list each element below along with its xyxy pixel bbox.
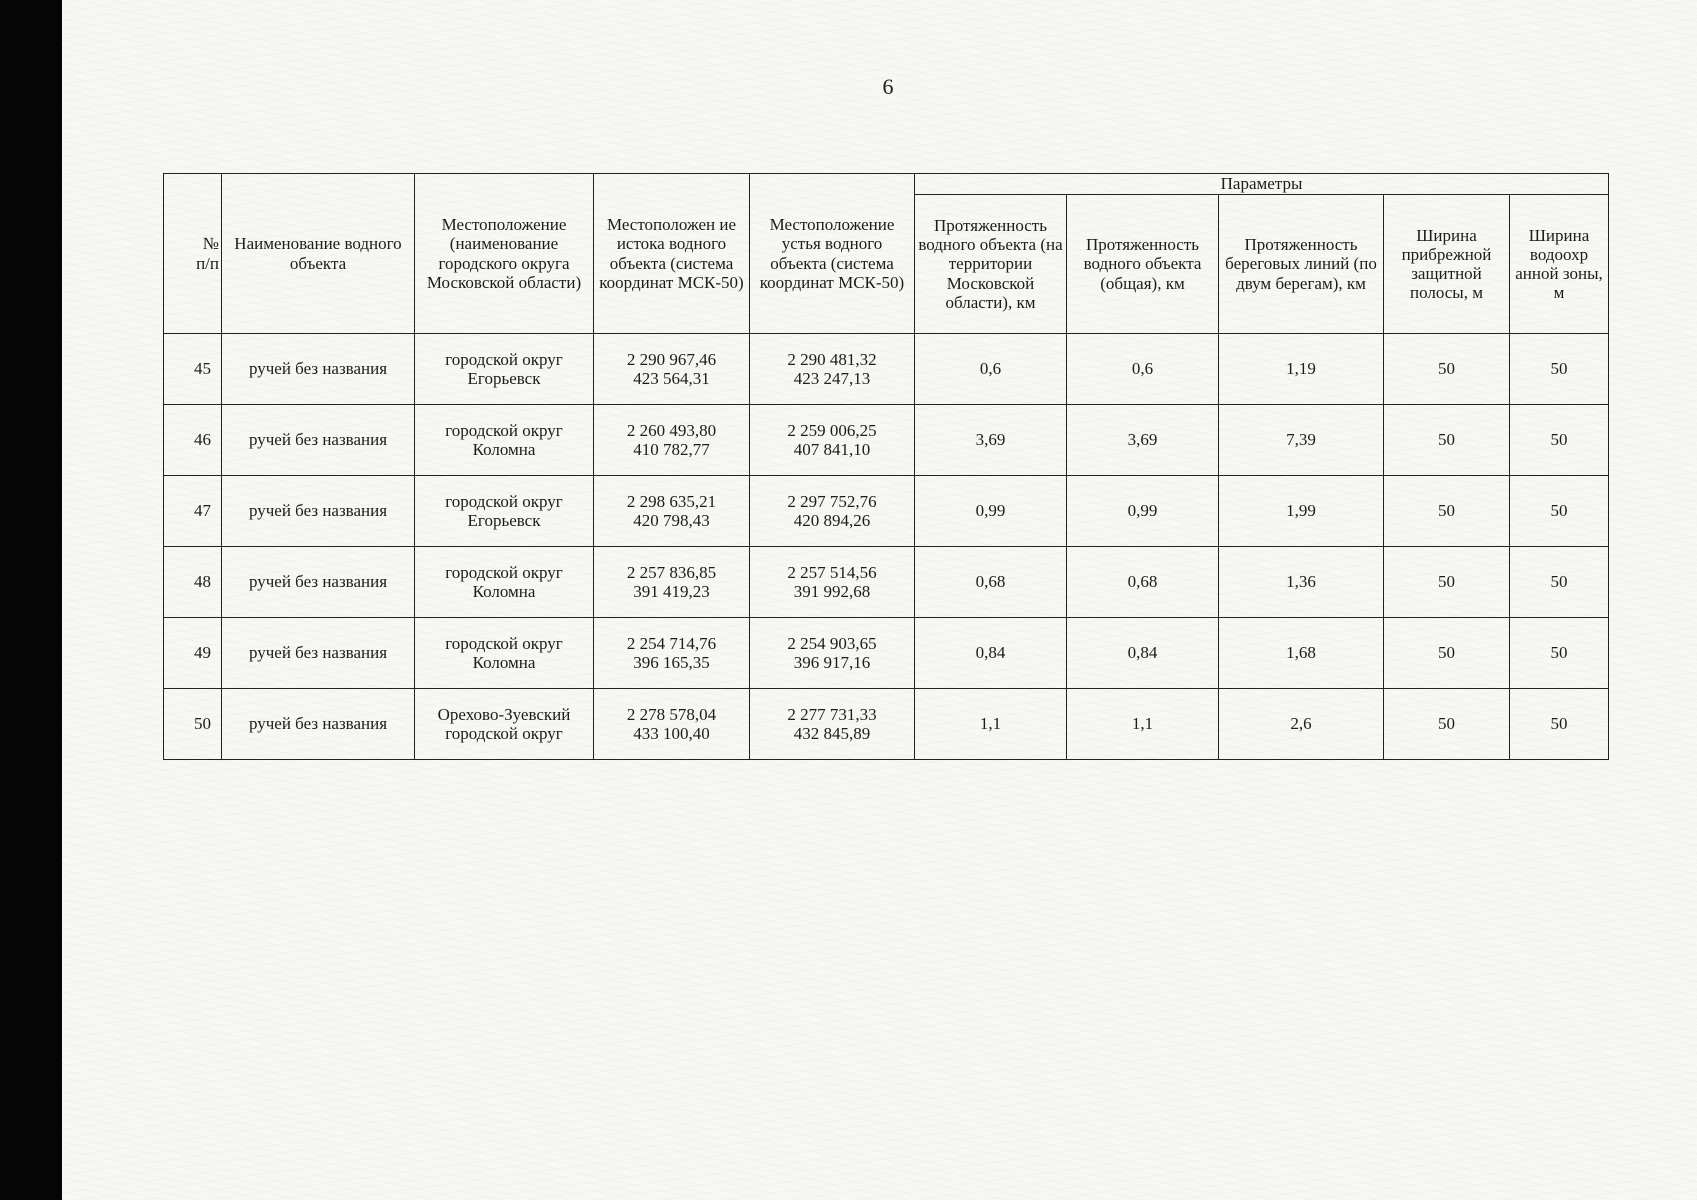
row-mouth-y: 423 247,13 — [793, 369, 871, 388]
row-zone: 50 — [1510, 476, 1609, 547]
row-location — [415, 476, 594, 547]
row-location-line2: Коломна — [472, 440, 536, 459]
row-source-x: 2 298 635,21 — [626, 491, 717, 511]
row-strip: 50 — [1384, 334, 1510, 405]
row-number: 47 — [164, 476, 222, 547]
row-source-x: 2 260 493,80 — [626, 420, 717, 440]
header-number-sign: № — [202, 234, 219, 254]
row-source-y: 410 782,77 — [633, 440, 710, 459]
row-mouth — [750, 405, 915, 476]
row-name: ручей без названия — [222, 547, 415, 618]
table-row — [164, 334, 1609, 405]
row-length-total: 0,6 — [1067, 334, 1219, 405]
row-location-line2: Егорьевск — [467, 369, 541, 388]
row-location-line1: Орехово-Зуевский — [437, 704, 571, 724]
row-mouth-y: 432 845,89 — [793, 724, 871, 743]
row-mouth-x: 2 297 752,76 — [787, 491, 877, 511]
row-source-y: 420 798,43 — [633, 511, 710, 530]
row-shore: 7,39 — [1219, 405, 1384, 476]
row-mouth — [750, 689, 915, 760]
row-length-total: 3,69 — [1067, 405, 1219, 476]
row-shore: 1,36 — [1219, 547, 1384, 618]
row-shore: 1,68 — [1219, 618, 1384, 689]
row-location — [415, 405, 594, 476]
header-number-label: п/п — [196, 253, 219, 273]
header-mouth: Местоположение устья водного объекта (система координат МСК-50) — [750, 174, 915, 334]
row-source — [594, 618, 750, 689]
row-location-line1: городской округ — [445, 420, 563, 440]
row-location — [415, 547, 594, 618]
header-number — [164, 174, 222, 334]
row-length-mo: 3,69 — [915, 405, 1067, 476]
header-length-total: Протяженность водного объекта (общая), км — [1067, 195, 1219, 334]
row-source-y: 433 100,40 — [633, 724, 710, 743]
row-number: 45 — [164, 334, 222, 405]
row-length-total: 1,1 — [1067, 689, 1219, 760]
row-source-x: 2 278 578,04 — [626, 704, 717, 724]
header-length-mo: Протяженность водного объекта (на территории Московской области), км — [915, 195, 1067, 334]
row-mouth-x: 2 277 731,33 — [787, 704, 877, 724]
row-length-total: 0,99 — [1067, 476, 1219, 547]
row-source-x: 2 290 967,46 — [626, 349, 717, 369]
row-location-line2: Егорьевск — [467, 511, 541, 530]
table-row — [164, 476, 1609, 547]
row-location-line1: городской округ — [445, 349, 563, 369]
row-mouth — [750, 476, 915, 547]
row-location-line1: городской округ — [445, 562, 563, 582]
row-name: ручей без названия — [222, 405, 415, 476]
row-shore: 1,99 — [1219, 476, 1384, 547]
header-protection-zone: Ширина водоохр анной зоны, м — [1510, 195, 1609, 334]
row-mouth-x: 2 290 481,32 — [787, 349, 877, 369]
row-length-mo: 0,6 — [915, 334, 1067, 405]
row-strip: 50 — [1384, 476, 1510, 547]
row-location — [415, 618, 594, 689]
row-zone: 50 — [1510, 405, 1609, 476]
row-source — [594, 405, 750, 476]
row-mouth-y: 391 992,68 — [793, 582, 871, 601]
row-source-x: 2 254 714,76 — [626, 633, 717, 653]
header-shore-length: Протяженность береговых линий (по двум берегам), км — [1219, 195, 1384, 334]
row-name: ручей без названия — [222, 618, 415, 689]
header-name: Наименование водного объекта — [222, 174, 415, 334]
table-row — [164, 618, 1609, 689]
row-location-line2: Коломна — [472, 653, 536, 672]
header-source: Местоположен ие истока водного объекта (система координат МСК-50) — [594, 174, 750, 334]
row-shore: 1,19 — [1219, 334, 1384, 405]
header-location: Местоположение (наименование городского округа Московской области) — [415, 174, 594, 334]
header-params: Параметры — [915, 174, 1609, 195]
row-mouth-y: 420 894,26 — [793, 511, 871, 530]
row-source — [594, 334, 750, 405]
row-zone: 50 — [1510, 547, 1609, 618]
row-name: ручей без названия — [222, 689, 415, 760]
row-mouth-x: 2 254 903,65 — [787, 633, 877, 653]
row-location-line2: городской округ — [445, 724, 563, 743]
page-number: 6 — [882, 74, 894, 99]
table-header-row-1 — [164, 174, 1609, 195]
row-mouth — [750, 547, 915, 618]
row-shore: 2,6 — [1219, 689, 1384, 760]
row-number: 49 — [164, 618, 222, 689]
row-mouth — [750, 618, 915, 689]
row-strip: 50 — [1384, 405, 1510, 476]
row-location-line1: городской округ — [445, 491, 563, 511]
row-source-y: 396 165,35 — [633, 653, 710, 672]
row-strip: 50 — [1384, 547, 1510, 618]
scan-edge — [0, 0, 62, 1200]
row-number: 50 — [164, 689, 222, 760]
row-mouth-y: 407 841,10 — [793, 440, 871, 459]
row-length-total: 0,84 — [1067, 618, 1219, 689]
row-source — [594, 547, 750, 618]
row-length-mo: 1,1 — [915, 689, 1067, 760]
row-source — [594, 476, 750, 547]
row-length-mo: 0,68 — [915, 547, 1067, 618]
row-length-total: 0,68 — [1067, 547, 1219, 618]
row-length-mo: 0,84 — [915, 618, 1067, 689]
row-location — [415, 689, 594, 760]
header-coastal-strip: Ширина прибрежной защитной полосы, м — [1384, 195, 1510, 334]
row-length-mo: 0,99 — [915, 476, 1067, 547]
row-source-y: 391 419,23 — [633, 582, 710, 601]
row-location — [415, 334, 594, 405]
row-strip: 50 — [1384, 618, 1510, 689]
row-source-x: 2 257 836,85 — [626, 562, 717, 582]
row-name: ручей без названия — [222, 334, 415, 405]
water-objects-table — [163, 173, 1609, 760]
table-row — [164, 405, 1609, 476]
row-source-y: 423 564,31 — [633, 369, 710, 388]
table-body — [164, 334, 1609, 760]
row-number: 48 — [164, 547, 222, 618]
row-zone: 50 — [1510, 618, 1609, 689]
row-mouth-x: 2 259 006,25 — [787, 420, 877, 440]
row-number: 46 — [164, 405, 222, 476]
row-zone: 50 — [1510, 689, 1609, 760]
table-row — [164, 689, 1609, 760]
row-mouth-y: 396 917,16 — [793, 653, 871, 672]
table-row — [164, 547, 1609, 618]
row-source — [594, 689, 750, 760]
row-mouth-x: 2 257 514,56 — [787, 562, 877, 582]
row-mouth — [750, 334, 915, 405]
row-location-line1: городской округ — [445, 633, 563, 653]
row-strip: 50 — [1384, 689, 1510, 760]
row-zone: 50 — [1510, 334, 1609, 405]
row-name: ручей без названия — [222, 476, 415, 547]
row-location-line2: Коломна — [472, 582, 536, 601]
